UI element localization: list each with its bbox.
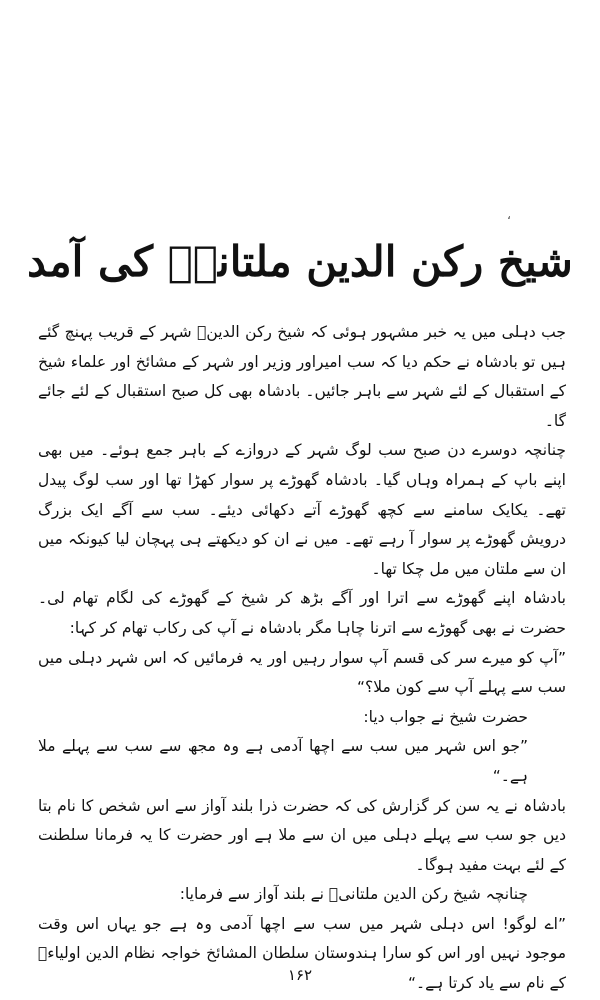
margin-mark: ، (507, 208, 511, 222)
quote-paragraph: ”آپ کو میرے سر کی قسم آپ سوار رہیں اور یہ فرمائیں کہ اس شہر دہلی میں سب سے پہلے آپ سے کون ملا؟“ (38, 648, 566, 697)
paragraph: حضرت شیخ نے جواب دیا: (363, 707, 528, 726)
chapter-title: شیخ رکن الدین ملتانیؒ کی آمد (27, 237, 573, 286)
paragraph: چنانچہ شیخ رکن الدین ملتانیؒ نے بلند آواز سے فرمایا: (179, 885, 528, 904)
paragraph: چنانچہ دوسرے دن صبح سب لوگ شہر کے دروازے کے باہر جمع ہوئے۔ میں بھی اپنے باپ کے ہمراہ وہاں گیا۔ بادشاہ گھوڑے پر سوار کھڑا تھا اور سب لوگ پیدل تھے۔ یکایک سامنے سے کچھ گھوڑے آتے دکھائی دیئے۔ سب سے آگے ایک بزرگ درویش گھوڑے پر سوار آ رہے تھے۔ میں نے ان کو دیکھتے ہی پہچان لیا کیونکہ میں ان سے ملتان میں مل چکا تھا۔ (38, 441, 566, 578)
body-text (38, 318, 566, 999)
page-number: ۱۶۲ (287, 966, 313, 984)
paragraph: بادشاہ اپنے گھوڑے سے اترا اور آگے بڑھ کر شیخ کے گھوڑے کی لگام تھام لی۔ حضرت نے بھی گھوڑے سے اترنا چاہا مگر بادشاہ نے آپ کی رکاب تھام کر کہا: (38, 589, 566, 637)
quote-paragraph: ”جو اس شہر میں سب سے اچھا آدمی ہے وہ مجھ سے سب سے پہلے ملا ہے۔“ (38, 737, 528, 785)
quote-paragraph: ”اے لوگو! اس دہلی شہر میں سب سے اچھا آدمی وہ ہے جو یہاں اس وقت موجود نہیں اور اس کو سارا ہندوستان سلطان المشائخ خواجہ نظام الدین اولیاءؒ کے نام سے یاد کرتا ہے۔“ (38, 914, 566, 993)
paragraph: جب دہلی میں یہ خبر مشہور ہوئی کہ شیخ رکن الدینؒ شہر کے قریب پہنچ گئے ہیں تو بادشاہ نے حکم دیا کہ سب امیراور وزیر اور شہر کے مشائخ اور علماء شیخ کے استقبال کے لئے شہر سے باہر جائیں۔ بادشاہ بھی کل صبح استقبال کے لئے جائے گا۔ (38, 323, 566, 430)
paragraph: بادشاہ نے یہ سن کر گزارش کی کہ حضرت ذرا بلند آواز سے اس شخص کا نام بتا دیں جو سب سے پہلے دہلی میں ان سے ملا ہے اور حضرت کا یہ فرمانا سلطنت کے لئے بہت مفید ہوگا۔ (38, 796, 566, 874)
